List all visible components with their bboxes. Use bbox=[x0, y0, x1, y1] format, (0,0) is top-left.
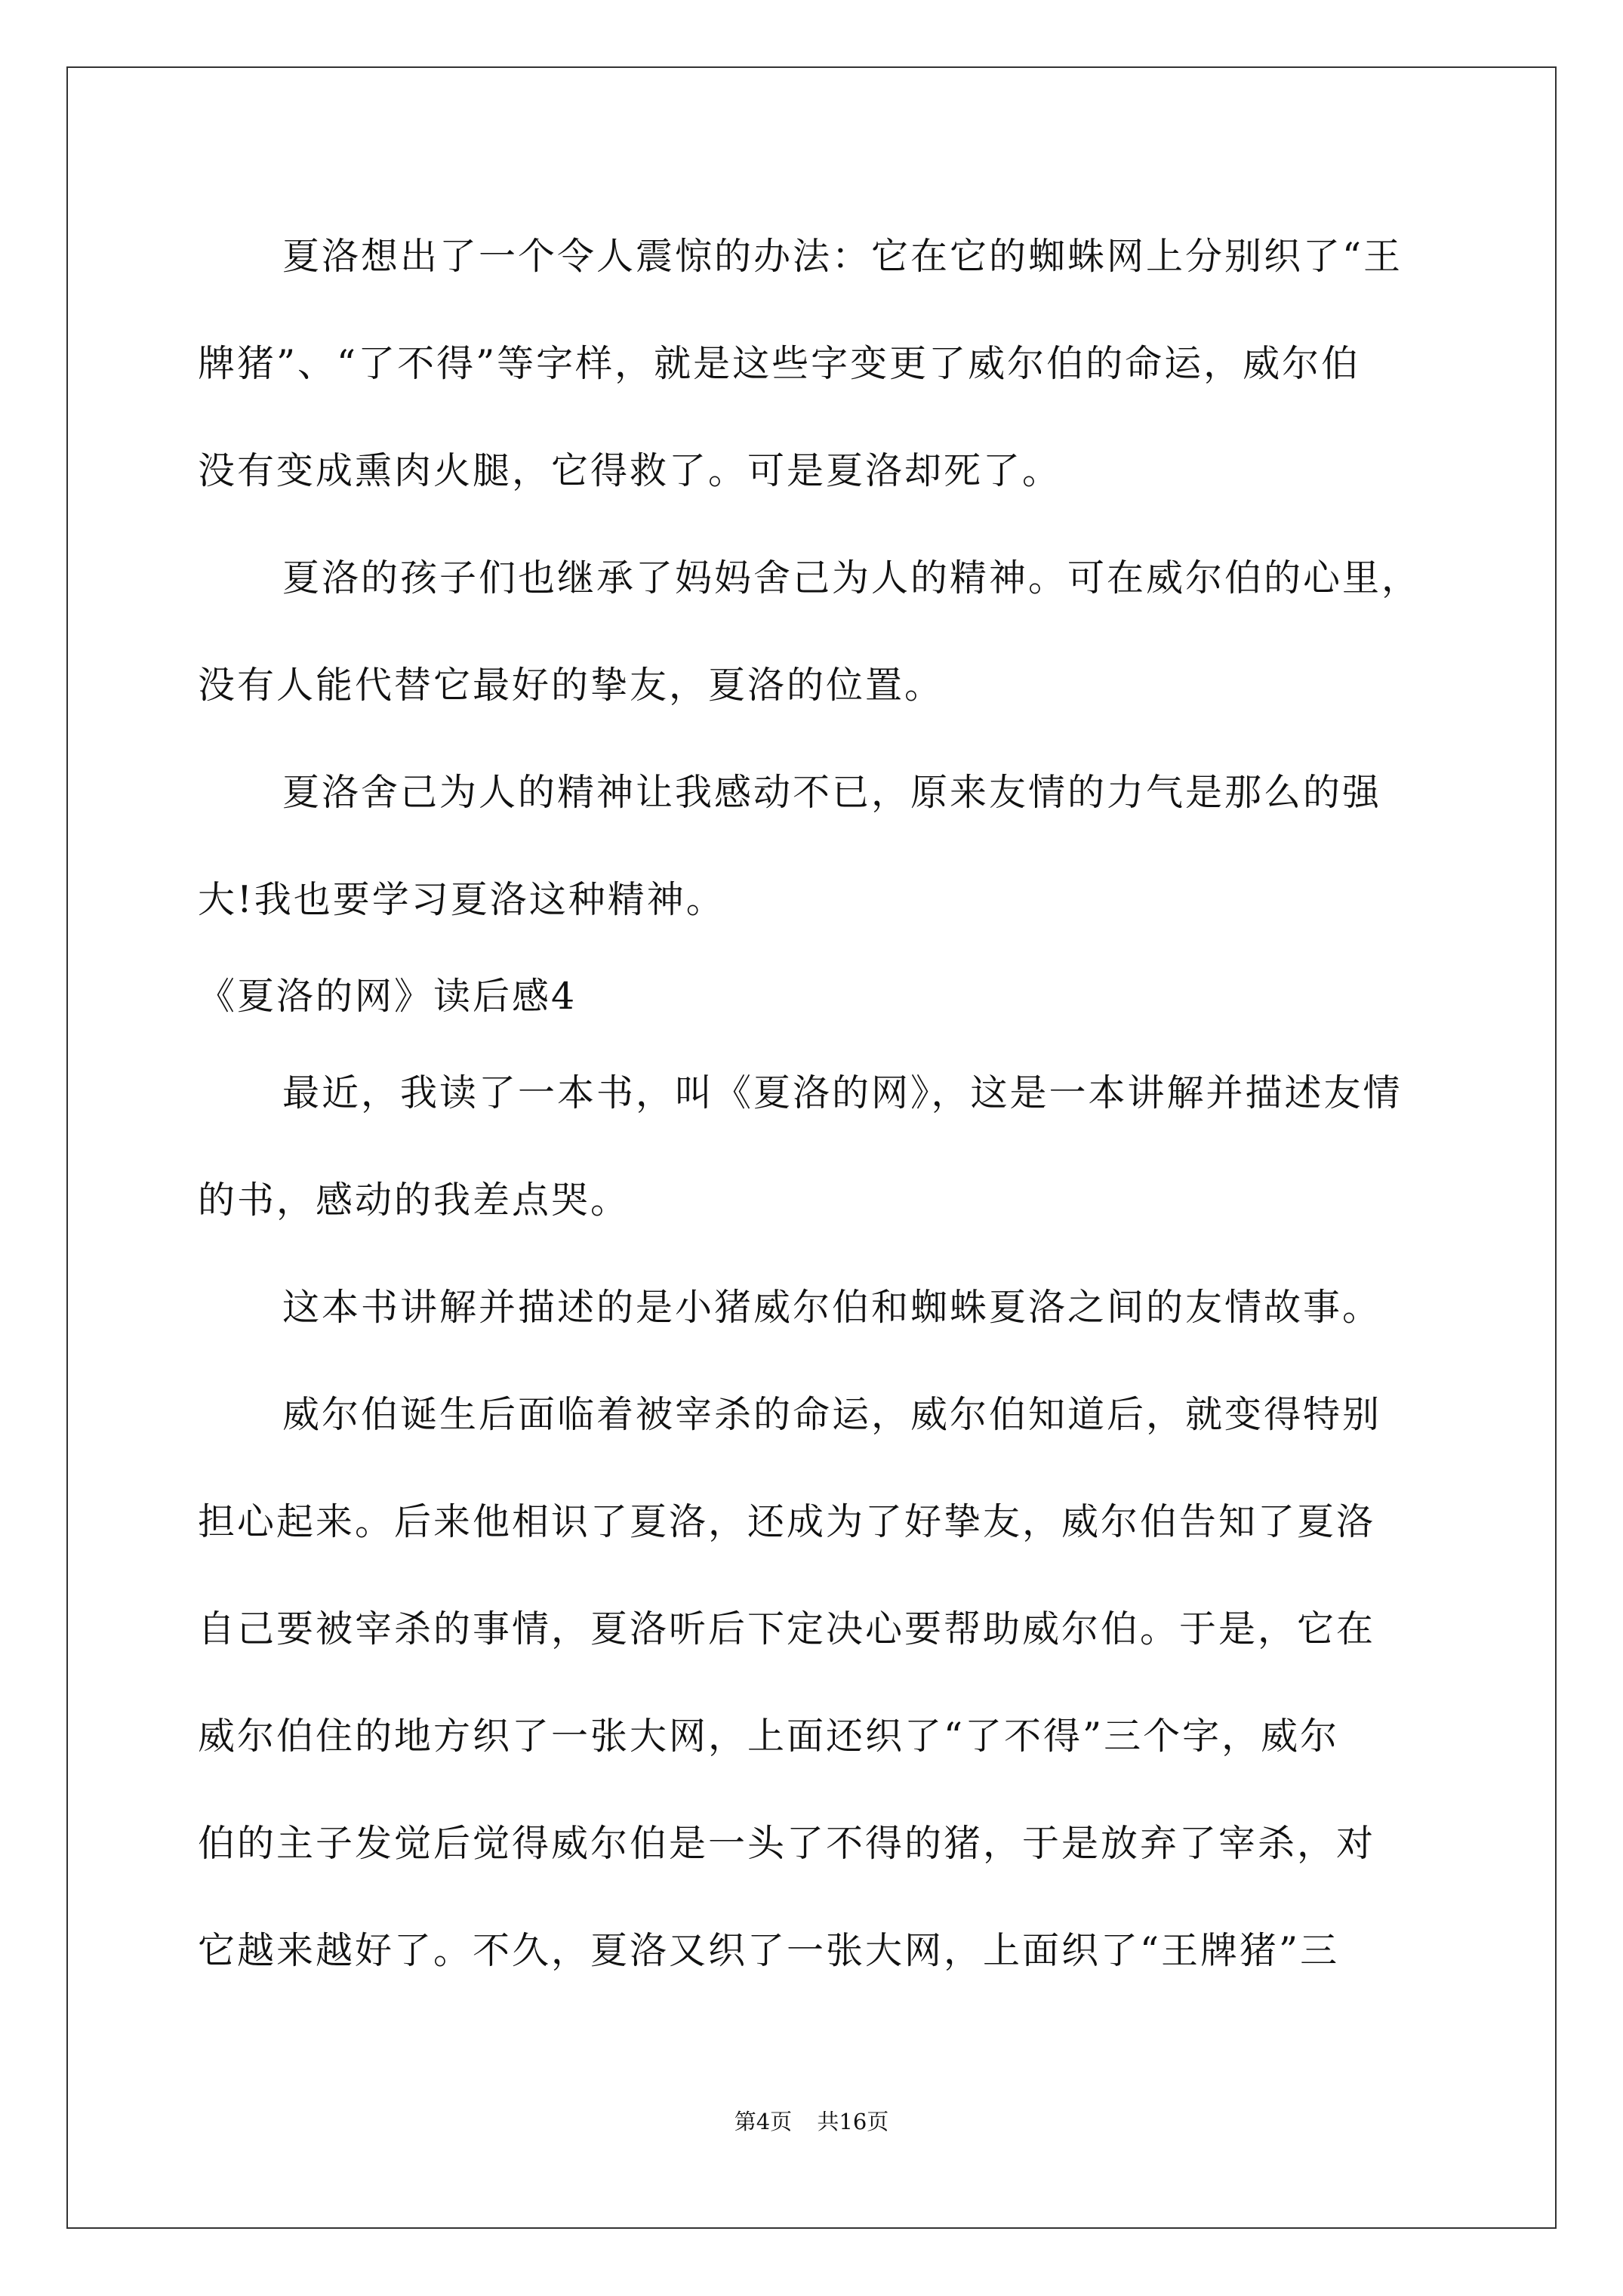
page-footer bbox=[0, 2108, 1623, 2135]
paragraph-line: 的书，感动的我差点哭。 bbox=[198, 1179, 630, 1222]
paragraph-line: 夏洛想出了一个令人震惊的办法：它在它的蜘蛛网上分别织了“王 bbox=[282, 235, 1403, 278]
page-number: 第4页 bbox=[734, 2109, 793, 2134]
page-total: 共16页 bbox=[817, 2109, 889, 2134]
paragraph-line: 最近，我读了一本书，叫《夏洛的网》，这是一本讲解并描述友情 bbox=[282, 1071, 1403, 1114]
paragraph-line: 没有人能代替它最好的挚友，夏洛的位置。 bbox=[198, 664, 944, 707]
paragraph-line: 这本书讲解并描述的是小猪威尔伯和蜘蛛夏洛之间的友情故事。 bbox=[282, 1286, 1382, 1329]
paragraph-line: 大!我也要学习夏洛这种精神。 bbox=[198, 878, 725, 921]
paragraph-line: 威尔伯住的地方织了一张大网，上面还织了“了不得”三个字，威尔 bbox=[198, 1715, 1340, 1758]
paragraph-line: 夏洛的孩子们也继承了妈妈舍己为人的精神。可在威尔伯的心里， bbox=[282, 556, 1421, 599]
paragraph-line: 自己要被宰杀的事情，夏洛听后下定决心要帮助威尔伯。于是，它在 bbox=[198, 1607, 1376, 1650]
paragraph-line: 没有变成熏肉火腿，它得救了。可是夏洛却死了。 bbox=[198, 449, 1062, 492]
paragraph-line: 担心起来。后来他相识了夏洛，还成为了好挚友，威尔伯告知了夏洛 bbox=[198, 1500, 1376, 1543]
paragraph-line: 牌猪”、“了不得”等字样，就是这些字变更了威尔伯的命运，威尔伯 bbox=[198, 342, 1361, 385]
page-border bbox=[66, 66, 1557, 2229]
paragraph-line: 伯的主子发觉后觉得威尔伯是一头了不得的猪，于是放弃了宰杀，对 bbox=[198, 1822, 1376, 1865]
paragraph-line: 它越来越好了。不久，夏洛又织了一张大网，上面织了“王牌猪”三 bbox=[198, 1929, 1340, 1972]
paragraph-line: 威尔伯诞生后面临着被宰杀的命运，威尔伯知道后，就变得特别 bbox=[282, 1393, 1382, 1436]
paragraph-line: 夏洛舍己为人的精神让我感动不已，原来友情的力气是那么的强 bbox=[282, 771, 1382, 814]
section-heading: 《夏洛的网》读后感4 bbox=[198, 975, 577, 1018]
